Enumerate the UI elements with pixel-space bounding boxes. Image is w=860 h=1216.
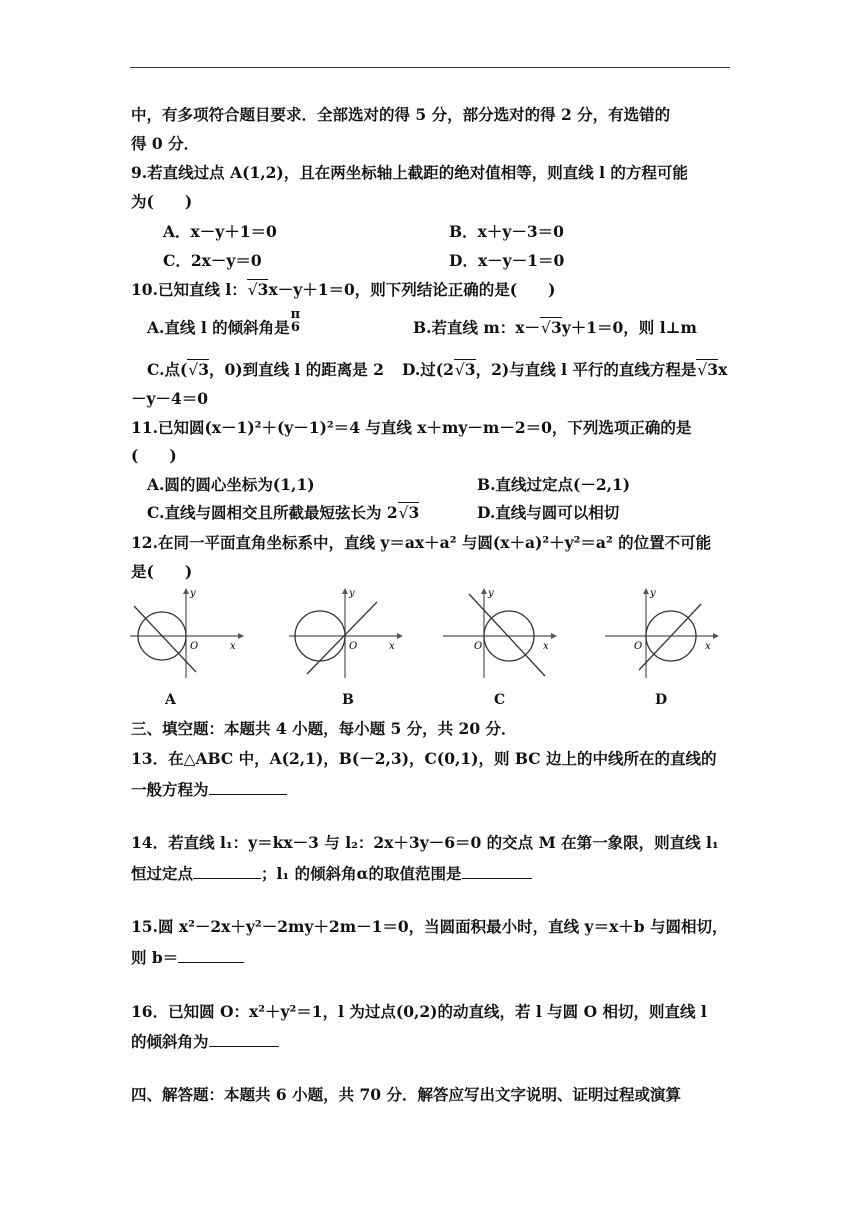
graph-a bbox=[128, 586, 248, 680]
q11-stem-line-2: ( ) bbox=[131, 446, 177, 465]
q14-line-2-b: ；l₁ 的倾斜角α的取值范围是 bbox=[261, 864, 462, 883]
graph-b-x-label: x bbox=[389, 641, 395, 652]
q10-stem-sqrt: √ 3 bbox=[247, 279, 269, 299]
q10-option-a bbox=[147, 307, 301, 338]
q11-option-a: A.圆的圆心坐标为(1,1) bbox=[147, 475, 315, 494]
q13-line-1: 13．在△ABC 中，A(2,1)，B(－2,3)，C(0,1)，则 BC 边上的中线所在的直线的 bbox=[131, 749, 717, 768]
graph-c bbox=[441, 586, 561, 680]
graph-c-x-label: x bbox=[543, 641, 549, 652]
graph-a-origin: O bbox=[190, 641, 199, 652]
q11-option-c-text: C.直线与圆相交且所截最短弦长为 2 bbox=[147, 503, 398, 522]
graph-c-label: C bbox=[494, 692, 506, 708]
q10-option-d-sqrt: √ 3 bbox=[454, 359, 476, 379]
section-4-heading: 四、解答题：本题共 6 小题，共 70 分．解答应写出文字说明、证明过程或演算 bbox=[131, 1085, 681, 1104]
q9-stem-line-1: 9.若直线过点 A(1,2)，且在两坐标轴上截距的绝对值相等，则直线 l 的方程可能 bbox=[131, 163, 688, 182]
q11-option-d: D.直线与圆可以相切 bbox=[477, 503, 620, 522]
q9-option-c: C．2x－y＝0 bbox=[163, 251, 262, 270]
q10-option-c bbox=[147, 360, 384, 380]
q14-line-2-a: 恒过定点 bbox=[131, 864, 194, 883]
q11-option-b: B.直线过定点(－2,1) bbox=[477, 475, 631, 494]
graph-b-origin: O bbox=[349, 641, 358, 652]
graph-b-label: B bbox=[342, 692, 354, 708]
q10-option-d-pre: D.过(2 bbox=[402, 360, 454, 379]
graph-a-x-label: x bbox=[230, 641, 236, 652]
q10-option-b bbox=[413, 318, 697, 338]
q10-stem-pre: 10.已知直线 l： bbox=[131, 280, 247, 299]
fraction-numerator: π bbox=[290, 307, 301, 322]
q11-stem-line-1: 11.已知圆(x－1)²＋(y－1)²＝4 与直线 x＋my－m－2＝0，下列选项正确的是 bbox=[131, 418, 692, 437]
q10-stem-post: x－y＋1＝0，则下列结论正确的是( ) bbox=[268, 280, 556, 299]
q10-option-c-pre: C.点( bbox=[147, 360, 188, 379]
q15-line-1: 15.圆 x²－2x＋y²－2my＋2m－1＝0，当圆面积最小时，直线 y＝x＋b 与圆相切， bbox=[131, 917, 728, 936]
section-3-heading: 三、填空题：本题共 4 小题，每小题 5 分，共 20 分． bbox=[131, 719, 517, 738]
graph-d-y-label: y bbox=[650, 588, 656, 599]
q10-option-d bbox=[402, 360, 727, 380]
q13-line-2-text: 一般方程为 bbox=[131, 780, 209, 799]
q13-line-2 bbox=[131, 778, 287, 800]
q9-option-b: B．x＋y－3＝0 bbox=[449, 222, 564, 241]
graph-d bbox=[603, 586, 723, 680]
q13-answer-blank[interactable] bbox=[209, 778, 287, 795]
header-rule bbox=[130, 67, 730, 68]
q16-line-2-text: 的倾斜角为 bbox=[131, 1032, 209, 1051]
graph-d-label: D bbox=[655, 692, 668, 708]
graph-c-origin: O bbox=[474, 641, 483, 652]
q10-option-d-tail: x bbox=[718, 360, 728, 379]
q11-option-c bbox=[147, 503, 419, 523]
q10-option-a-fraction bbox=[291, 308, 301, 334]
q15-line-2-text: 则 b＝ bbox=[131, 948, 179, 967]
q14-line-1: 14．若直线 l₁：y＝kx－3 与 l₂：2x＋3y－6＝0 的交点 M 在第一象限，则直线 l₁ bbox=[131, 833, 719, 852]
q10-stem bbox=[131, 280, 555, 300]
q9-option-d: D．x－y－1＝0 bbox=[449, 251, 565, 270]
graph-d-origin: O bbox=[634, 641, 643, 652]
q15-line-2 bbox=[131, 946, 244, 968]
q14-answer-blank-2[interactable] bbox=[462, 862, 532, 879]
q14-answer-blank-1[interactable] bbox=[193, 862, 261, 879]
q16-line-1: 16．已知圆 O：x²＋y²＝1，l 为过点(0,2)的动直线，若 l 与圆 O 相切，则直线 l bbox=[131, 1002, 707, 1021]
q14-line-2 bbox=[131, 862, 532, 884]
graph-b bbox=[287, 586, 407, 680]
q10-option-b-post: y＋1＝0，则 l⊥m bbox=[561, 318, 697, 337]
q10-option-b-sqrt: √ 3 bbox=[540, 317, 562, 337]
q10-option-c-post: ，0)到直线 l 的距离是 2 bbox=[208, 360, 384, 379]
q9-stem-line-2: 为( ) bbox=[131, 192, 193, 211]
instructions-line-1: 中，有多项符合题目要求．全部选对的得 5 分，部分选对的得 2 分，有选错的 bbox=[131, 105, 671, 124]
q10-option-d-sqrt-2: √ 3 bbox=[696, 359, 718, 379]
q12-stem-line-2: 是( ) bbox=[131, 562, 193, 581]
graph-a-y-label: y bbox=[190, 588, 196, 599]
graph-a-label: A bbox=[165, 692, 176, 708]
q10-option-c-sqrt: √ 3 bbox=[187, 359, 209, 379]
graph-b-y-label: y bbox=[349, 588, 355, 599]
q16-answer-blank[interactable] bbox=[209, 1030, 279, 1047]
q16-line-2 bbox=[131, 1030, 279, 1052]
instructions-line-2: 得 0 分． bbox=[131, 134, 200, 153]
q9-option-a: A．x－y＋1＝0 bbox=[163, 222, 277, 241]
q10-option-d-post: ，2)与直线 l 平行的直线方程是 bbox=[475, 360, 697, 379]
q10-option-b-pre: B.若直线 m：x－ bbox=[413, 318, 541, 337]
q15-answer-blank[interactable] bbox=[178, 946, 244, 963]
q10-option-a-text: A.直线 l 的倾斜角是 bbox=[147, 318, 290, 337]
fraction-denominator: 6 bbox=[290, 320, 300, 335]
graph-d-x-label: x bbox=[705, 641, 711, 652]
graph-c-y-label: y bbox=[488, 588, 494, 599]
q12-stem-line-1: 12.在同一平面直角坐标系中，直线 y＝ax＋a² 与圆(x＋a)²＋y²＝a² 的位置不可能 bbox=[131, 533, 712, 552]
q10-option-d-line-2: －y－4＝0 bbox=[131, 389, 209, 408]
q11-option-c-sqrt: √ 3 bbox=[398, 502, 420, 522]
